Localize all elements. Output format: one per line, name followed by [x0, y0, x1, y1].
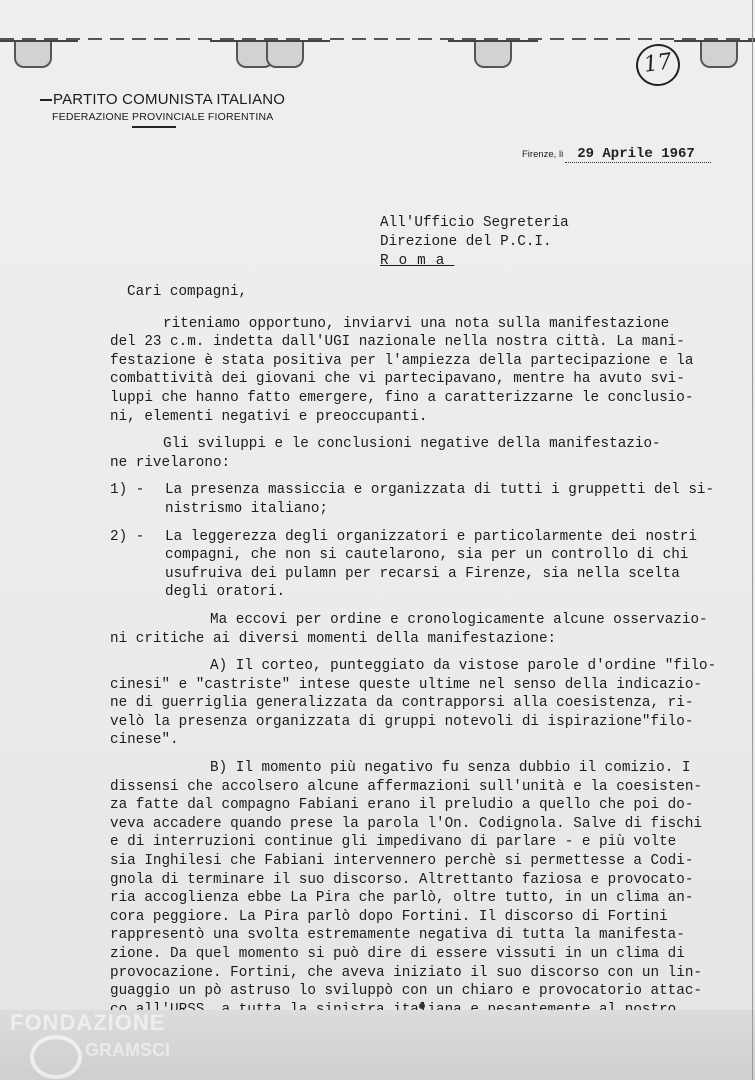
watermark-text-2: GRAMSCI — [85, 1040, 170, 1060]
paragraph-developments: Gli sviluppi e le conclusioni negative della manifestazio- ne rivelarono: — [110, 436, 661, 471]
letterhead — [40, 91, 285, 128]
paragraph-b-rally: B) Il momento più negativo fu senza dubbio il comizio. I dissensi che accolsero alcune affermazioni sull'unità e la coesisten- za fatte dal compagno Fabiani erano il preludio a quello che poi do- veva accadere quando prese la parola l'On. Codignola. Salve di fischi e di interruzioni continue gli impedivano di parlare - e più volte sia Inghilesi che Fabiani intervennero perchè si permettesse a Codi- gnola di terminare il suo discorso. Altrettanto faziosa e provocato- ria accoglienza ebbe La Pira che parlò, oltre tutto, in un clima an- cora peggiore. La Pira parlò dopo Fortini. Il discorso di Fortini rappresentò una svolta estremamente negativa di tutta la manifesta- zione. Da quel momento si può dire di essere vissuti in un clima di provocazione. Fortini, che aveva iniziato il suo discorso con un lin- guaggio un pò astruso lo sviluppò con un chiaro e provocatorio attac- — [110, 760, 702, 1000]
paragraph-observations: Ma eccovi per ordine e cronologicamente alcune osservazio- ni critiche ai diversi momenti della manifestazione: — [110, 611, 708, 647]
binder-clip-icon — [474, 40, 512, 68]
paragraph-a-march: A) Il corteo, punteggiato da vistose parole d'ordine "filo- cinesi" e "castriste" intese queste ultime nel senso della indicazio- ne di guerriglia generalizzata da contrapporsi alla coesistenza, ri- velò la presenza organizzata di gruppi notevoli di ispirazione"filo- cinese". — [110, 658, 717, 749]
organization-name: PARTITO COMUNISTA ITALIANO — [53, 91, 286, 108]
watermark-text: FONDAZIONE — [10, 1010, 166, 1035]
place-label: Firenze, li — [522, 149, 564, 160]
page-number-stamp: 17 — [633, 41, 682, 89]
recipient-line-1: All'Ufficio Segreteria — [380, 215, 569, 231]
letterhead-dash — [40, 99, 52, 101]
dateline — [522, 146, 711, 162]
binder-clip-icon — [700, 40, 738, 68]
letter-body — [110, 283, 730, 1038]
binder-clip-icon — [14, 40, 52, 68]
ink-dot — [419, 1003, 425, 1009]
recipient-city: Roma — [380, 253, 455, 269]
paragraph-intro: riteniamo opportuno, inviarvi una nota sulla manifestazione del 23 c.m. indetta dall'UGI nazionale nella nostra città. La mani- festazione è stata positiva per l'ampiezza della partecipazione e la combattività dei giovani che vi partecipavano, mentre ha avuto svi- luppi che hanno fatto emergere, fino a caratterizzarne le conclusio- ni, elementi negativi e preoccupanti. — [110, 315, 694, 425]
page-edge-line — [752, 0, 753, 1080]
recipient-address — [380, 214, 569, 271]
watermark-logo-icon — [30, 1035, 82, 1079]
federation-name: FEDERAZIONE PROVINCIALE FIORENTINA — [52, 111, 274, 123]
recipient-line-2: Direzione del P.C.I. — [380, 234, 552, 250]
list-item-1: 1) - La presenza massiccia e organizzata di tutti i gruppetti del si- nistrismo italiano; — [110, 482, 715, 517]
salutation: Cari compagni, — [127, 284, 248, 300]
letter-date: 29 Aprile 1967 — [565, 146, 711, 163]
perforated-edge — [0, 38, 755, 40]
list-item-2: 2) - La leggerezza degli organizzatori e particolarmente dei nostri compagni, che non si cautelarono, sia per un controllo di chi usufruiva dei pulamn per recarsi a Firenze, sia nella scelta degli oratori. — [110, 528, 697, 601]
binder-clip-icon — [266, 40, 304, 68]
letterhead-rule — [132, 126, 176, 128]
